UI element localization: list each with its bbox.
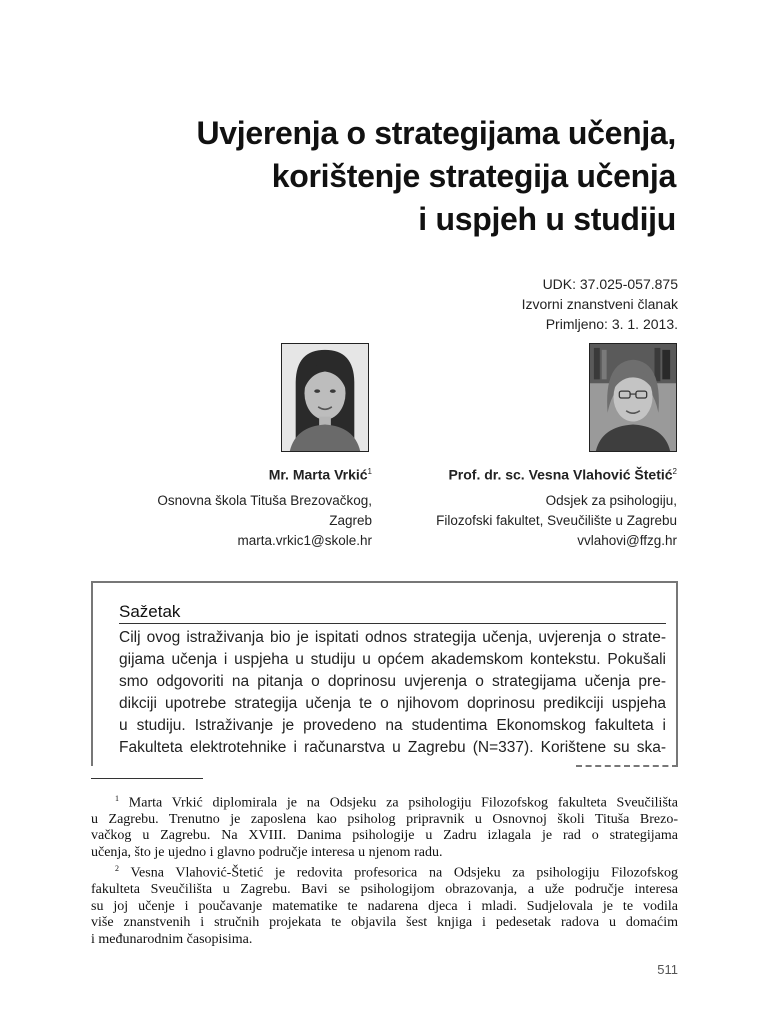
received-date: Primljeno: 3. 1. 2013. (545, 316, 678, 332)
footnote-line: su joj učenje i poučavanje matematike te nadarena djeca i mladi. Sudjelovala je te vodila (91, 898, 678, 914)
footnote-mark: 2 (672, 467, 677, 476)
footnote-line: $^2$ Vesna Vlahović-Štetić je redovita profesorica na Odsjeku za psihologiju Filozofskog (115, 864, 679, 881)
footnote-line: vačkog u Zagrebu. Na XVIII. Danima psihologije u Zadru izlagala je rad o strategijama (91, 828, 678, 844)
author-email[interactable]: marta.vrkic1@skole.hr (237, 532, 372, 548)
footnote-line: i međunarodnim časopisima. (91, 931, 253, 947)
abstract-line: dikciji upotrebe strategija učenja te o njihovom doprinosu predikciji uspjeha (119, 695, 666, 712)
author-block-2 (380, 462, 677, 551)
abstract-heading: Sažetak (119, 601, 666, 624)
footnote-line: fakulteta Sveučilišta u Zagrebu. Bavi se psihologijom obrazovanja, a uže područje interesa (91, 882, 678, 898)
author-photo-vrkic (281, 343, 369, 452)
footnote-mark: 1 (115, 794, 119, 803)
abstract-box (91, 581, 678, 766)
abstract-line: gijama učenja i uspjeha u studiju u općem akademskom kontekstu. Pokušali (119, 651, 666, 668)
title-line: korištenje strategija učenja (271, 158, 676, 194)
udk-code: UDK: 37.025-057.875 (542, 276, 678, 292)
article-meta (400, 274, 678, 334)
author-name: Mr. Marta Vrkić$^1$ (268, 466, 372, 483)
author-block-1 (100, 462, 372, 551)
footnote-line: $^1$ Marta Vrkić diplomirala je na Odsjeku za psihologiju Filozofskog fakulteta Sveučilišta (115, 794, 678, 811)
footnotes (91, 791, 678, 948)
author-photo-vlahovic-stetic (589, 343, 677, 452)
abstract-line: Cilj ovog istraživanja bio je ispitati odnos strategija učenja, uvjerenja o strate- (119, 629, 666, 646)
footnote-separator (91, 778, 203, 779)
article-title (90, 112, 676, 241)
title-line: Uvjerenja o strategijama učenja, (196, 115, 676, 151)
author-affiliation: Osnovna škola Tituša Brezovačkog, (157, 492, 372, 508)
footnote-line: više znanstvenih i stručnih projekata te objavila šest knjiga i pedesetak radova u domaćim (91, 915, 678, 931)
footnote-mark: 1 (367, 467, 372, 476)
abstract-text (119, 627, 666, 759)
abstract-line: smo odgovoriti na pitanja o doprinosu uvjerenja o strategijama učenja pre- (119, 673, 666, 690)
author-affiliation: Odsjek za psihologiju, (545, 492, 677, 508)
abstract-line: Fakulteta elektrotehnike i računarstva u Zagrebu (N=337). Korištene su ska- (119, 739, 666, 756)
author-affiliation: Zagreb (329, 512, 372, 528)
page-number: 511 (657, 962, 678, 977)
footnote-line: učenja, što je ujedno i glavno područje interesa u njenom radu. (91, 844, 443, 860)
footnote-line: u Zagrebu. Trenutno je zaposlena kao psiholog pripravnik u Osnovnoj školi Tituša Brezo- (91, 812, 678, 828)
footnote-mark: 2 (115, 864, 119, 874)
title-line: i uspjeh u studiju (418, 201, 676, 237)
continuation-dashes (576, 765, 678, 767)
abstract-line: u studiju. Istraživanje je provedeno na studentima Ekonomskog fakulteta i (119, 717, 666, 734)
article-type: Izvorni znanstveni članak (521, 296, 678, 312)
author-email[interactable]: vvlahovi@ffzg.hr (577, 532, 677, 548)
author-name: Prof. dr. sc. Vesna Vlahović Štetić$^2$ (448, 466, 677, 483)
author-affiliation: Filozofski fakultet, Sveučilište u Zagrebu (436, 512, 677, 528)
